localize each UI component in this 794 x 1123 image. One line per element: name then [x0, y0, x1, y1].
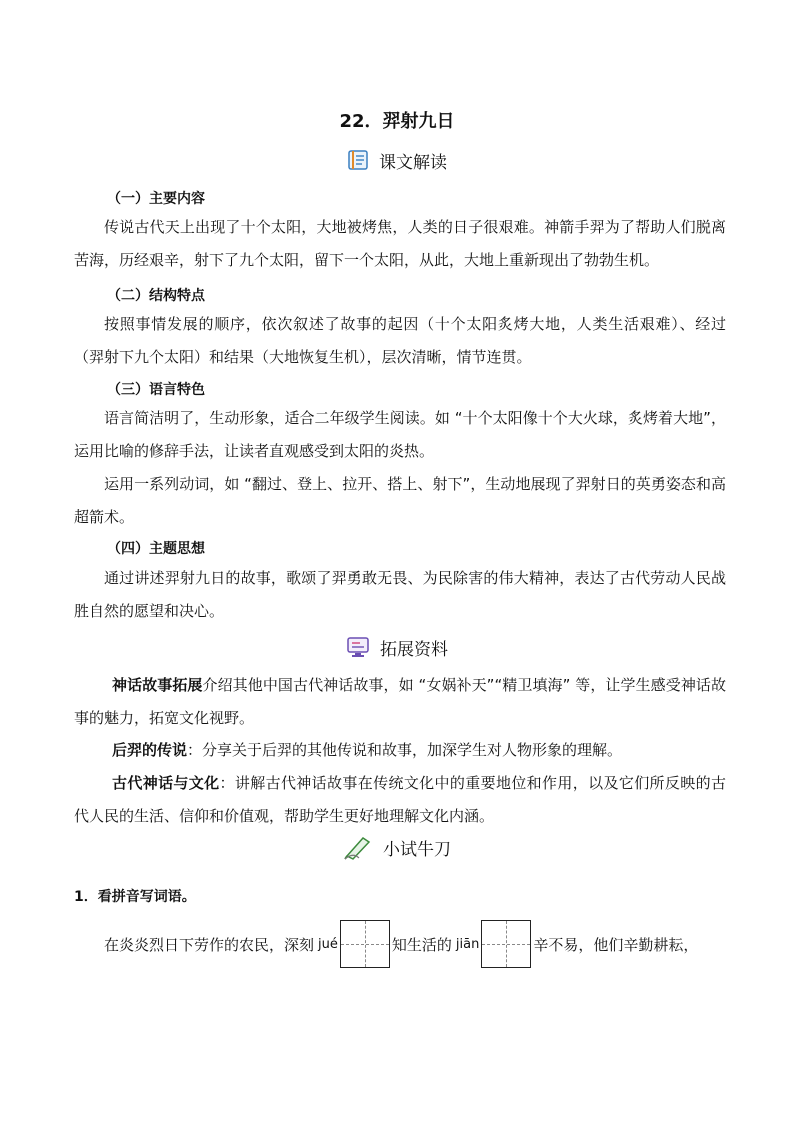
section-heading-text: 小试牛刀: [383, 839, 451, 860]
subheading-structure: （二）结构特点: [107, 288, 205, 304]
subheading-theme: （四）主题思想: [107, 541, 205, 557]
extension-text-2: ：分享关于后羿的其他传说和故事，加深学生对人物形象的理解。: [187, 741, 623, 759]
paragraph-language-1: 语言简洁明了，生动形象，适合二年级学生阅读。如 “十个太阳像十个大火球，炙烤着大地”，运用比喻的修辞手法，让读者直观感受到太阳的炎热。: [74, 409, 726, 460]
answer-box-2[interactable]: [481, 920, 531, 968]
monitor-icon: [346, 636, 370, 658]
paragraph-theme: 通过讲述羿射九日的故事，歌颂了羿勇敢无畏、为民除害的伟大精神，表达了古代劳动人民战胜自然的愿望和决心。: [74, 569, 726, 620]
question-1-title: 1．看拼音写词语。: [74, 889, 196, 905]
paragraph-language-2: 运用一系列动词，如 “翻过、登上、拉开、搭上、射下”，生动地展现了羿射日的英勇姿态和高超箭术。: [74, 475, 726, 526]
section-heading-text: 拓展资料: [380, 639, 448, 660]
pinyin-jue: jué: [318, 936, 338, 952]
section-heading-practice: [0, 834, 794, 860]
extension-text-3: ：讲解古代神话故事在传统文化中的重要地位和作用，以及它们所反映的古代人民的生活、信仰和价值观，帮助学生更好地理解文化内涵。: [74, 774, 726, 825]
lesson-title: 22．羿射九日: [339, 111, 455, 132]
question-text-part-3: 辛不易，他们辛勤耕耘，: [533, 935, 699, 954]
book-icon: [347, 149, 369, 171]
paragraph-extension-1: [74, 669, 726, 735]
paragraph-extension-2: [74, 734, 726, 767]
keyword-houyi-legend: 后羿的传说: [112, 741, 188, 759]
pinyin-jian: jiān: [455, 936, 480, 952]
extension-text-1: 介绍其他中国古代神话故事，如 “女娲补天”“精卫填海” 等，让学生感受神话故事的魅力，拓宽文化视野。: [74, 676, 726, 727]
paragraph-main-content: 传说古代天上出现了十个太阳，大地被烤焦，人类的日子很艰难。神箭手羿为了帮助人们脱离苦海，历经艰辛，射下了九个太阳，留下一个太阳，从此，大地上重新现出了勃勃生机。: [74, 218, 726, 269]
keyword-myth-extension: 神话故事拓展: [112, 676, 203, 694]
section-heading-text: 课文解读: [379, 152, 447, 173]
question-1-line: [104, 918, 698, 970]
subheading-language: （三）语言特色: [107, 382, 205, 398]
paragraph-structure: 按照事情发展的顺序，依次叙述了故事的起因（十个太阳炙烤大地，人类生活艰难）、经过（羿射下九个太阳）和结果（大地恢复生机），层次清晰，情节连贯。: [74, 315, 726, 366]
question-text-part-1: 在炎炎烈日下劳作的农民，深刻: [104, 935, 315, 954]
section-heading-reading: [0, 147, 794, 173]
answer-box-1[interactable]: [340, 920, 390, 968]
paragraph-extension-3: [74, 767, 726, 833]
subheading-main-content: （一）主要内容: [107, 191, 205, 207]
question-text-part-2: 知生活的: [391, 935, 452, 954]
keyword-myth-culture: 古代神话与文化: [112, 774, 220, 792]
section-heading-extension: [0, 634, 794, 660]
pen-icon: [343, 834, 373, 860]
